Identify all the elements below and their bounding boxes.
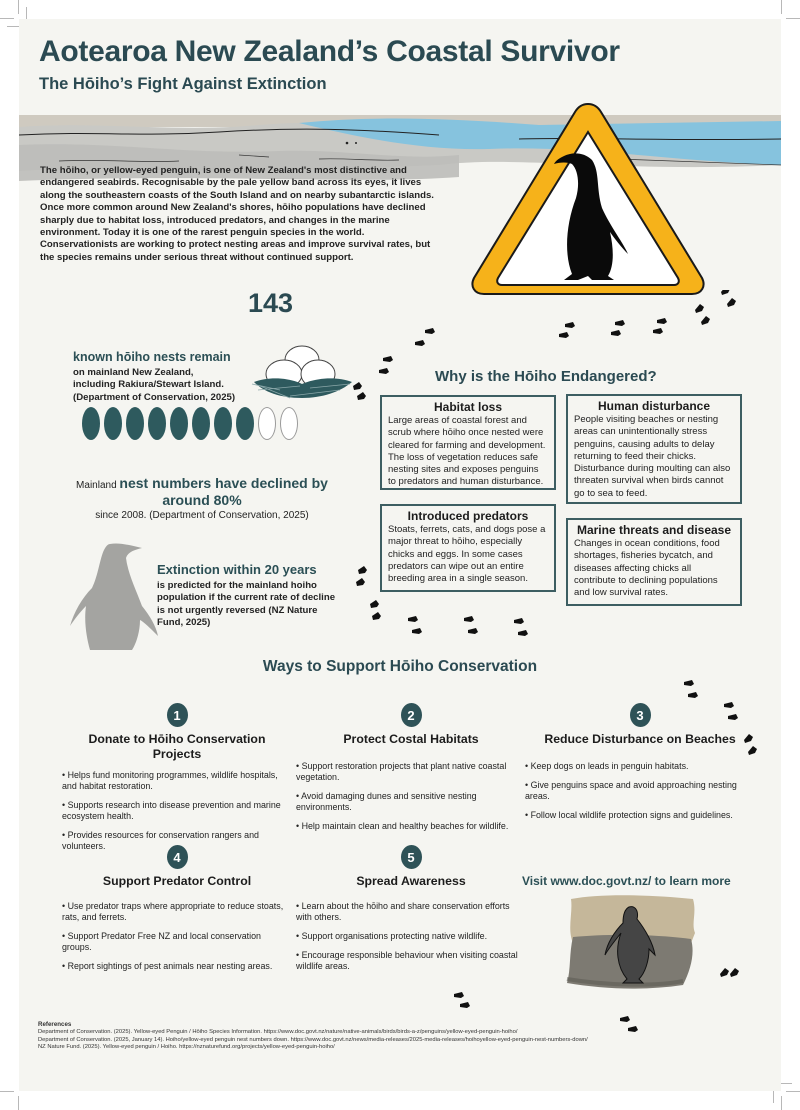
way-title: Support Predator Control	[102, 874, 252, 888]
references-title: References	[38, 1021, 72, 1028]
crop-mark	[18, 1096, 19, 1110]
extinction-body: is predicted for the mainland hoiho population if the current rate of decline is not urgently reversed (NZ Nature Fund, 2025)	[157, 580, 336, 629]
crop-mark	[781, 1096, 782, 1110]
penguin-warning-sign-icon	[468, 98, 708, 298]
way-title: Spread Awareness	[356, 874, 466, 888]
threat-title: Marine threats and disease	[576, 523, 732, 537]
way-title: Donate to Hōiho Conservation Projects	[88, 732, 266, 761]
way-bullet: • Provides resources for conservation rangers and volunteers.	[62, 830, 259, 851]
way-title: Protect Costal Habitats	[343, 732, 479, 746]
egg-icon-filled	[170, 407, 188, 440]
threat-title: Human disturbance	[597, 399, 711, 413]
visit-link[interactable]: Visit www.doc.govt.nz/ to learn more	[522, 874, 731, 888]
threats-title: Why is the Hōiho Endangered?	[435, 368, 657, 385]
threat-card-human-disturbance	[566, 394, 742, 504]
way-item-3	[525, 703, 755, 829]
threat-title: Habitat loss	[433, 400, 502, 414]
threat-body: Large areas of coastal forest and scrub where hōiho once nested were cleared for farming and development. The loss of vegetation reduces safe nesting sites and exposes penguins to predators and human disturbance.	[388, 415, 546, 488]
way-item-5	[296, 845, 526, 980]
way-item-1	[62, 703, 292, 860]
number-badge: 2	[401, 703, 422, 727]
egg-icon-filled	[236, 407, 254, 440]
crop-mark	[773, 1090, 774, 1103]
way-bullet: • Follow local wildlife protection signs and guidelines.	[525, 810, 733, 820]
way-bullet: • Use predator traps where appropriate to reduce stoats, rats, and ferrets.	[62, 901, 284, 922]
nests-body: on mainland New Zealand, including Rakiura/Stewart Island. (Department of Conservation, 2025)	[73, 367, 236, 403]
number-badge: 5	[401, 845, 422, 869]
egg-icon-filled	[148, 407, 166, 440]
references	[38, 1021, 588, 1052]
egg-icon-empty	[258, 407, 276, 440]
decline-stat	[62, 475, 342, 522]
way-bullet: • Supports research into disease prevention and marine ecosystem health.	[62, 800, 281, 821]
way-bullet: • Helps fund monitoring programmes, wildlife hospitals, and habitat restoration.	[62, 770, 278, 791]
egg-nest-icon	[250, 340, 355, 400]
way-bullet: • Encourage responsible behaviour when visiting coastal wildlife areas.	[296, 950, 518, 971]
nests-count: 143	[248, 288, 294, 318]
threat-card-marine-threats	[566, 518, 742, 606]
threat-card-introduced-predators	[380, 504, 556, 592]
extinction-headline: Extinction within 20 years	[157, 562, 317, 577]
way-bullet: • Avoid damaging dunes and sensitive nesting environments.	[296, 791, 477, 812]
egg-decline-chart	[82, 407, 298, 440]
decline-suffix: since 2008. (Department of Conservation, 2025)	[95, 510, 309, 521]
page-title: Aotearoa New Zealand’s Coastal Survivor	[39, 35, 620, 68]
egg-icon-empty	[280, 407, 298, 440]
way-bullet: • Give penguins space and avoid approaching nesting areas.	[525, 780, 737, 801]
way-bullet: • Support restoration projects that plant native coastal vegetation.	[296, 761, 507, 782]
way-bullet: • Report sightings of pest animals near nesting areas.	[62, 961, 273, 971]
crop-mark	[0, 18, 14, 19]
way-title: Reduce Disturbance on Beaches	[544, 732, 736, 746]
way-bullet: • Learn about the hōiho and share conservation efforts with others.	[296, 901, 510, 922]
way-item-4	[62, 845, 292, 980]
egg-icon-filled	[82, 407, 100, 440]
way-bullet: • Keep dogs on leads in penguin habitats.	[525, 761, 689, 771]
crop-mark	[18, 0, 19, 14]
penguin-silhouette-icon	[70, 540, 160, 650]
ways-title: Ways to Support Hōiho Conservation	[262, 658, 538, 675]
crop-mark	[786, 18, 800, 19]
egg-icon-filled	[126, 407, 144, 440]
way-bullet: • Support Predator Free NZ and local conservation groups.	[62, 931, 261, 952]
decline-prefix: Mainland	[76, 480, 117, 491]
reference-item: NZ Nature Fund. (2025). Yellow-eyed penguin / Hoiho. https://nznaturefund.org/projects/yellow-eyed-penguin-hoiho/	[38, 1044, 335, 1051]
number-badge: 1	[167, 703, 188, 727]
way-item-2	[296, 703, 526, 840]
nests-headline: known hōiho nests remain	[73, 350, 231, 364]
intro-paragraph: The hōiho, or yellow-eyed penguin, is one of New Zealand's most distinctive and endangered seabirds. Recognisable by the pale yellow band across its eyes, it lives along the southeastern coasts of the South Island and on nearby subantarctic islands. Once more common around New Zealand's shores, hōiho populations have declined sharply due to habitat loss, introduced predators, and changes in the marine environment. Today it is one of the rarest penguin species in the world. Conservationists are working to protect nesting areas and improve survival rates, but the species remains under serious threat without continued support.	[40, 165, 434, 263]
threat-body: Changes in ocean conditions, food shortages, fisheries bycatch, and diseases affecting chicks all contribute to declining populations and low survival rates.	[574, 538, 720, 599]
threat-body: People visiting beaches or nesting areas can unintentionally stress penguins, causing adults to delay returning to feed their chicks. Disturbance during moulting can also threaten survival when birds cannot go to sea to feed.	[574, 414, 731, 499]
reference-item: Department of Conservation. (2025, January 14). Hoiho/yellow-eyed penguin nest numbers down. https://www.doc.govt.nz/news/media-releases/2025-media-releases/hoihoyellow-eyed-penguin-nest-numbers-down/	[38, 1036, 588, 1043]
page-subtitle: The Hōiho’s Fight Against Extinction	[39, 75, 327, 93]
crop-mark	[786, 1091, 800, 1092]
threat-body: Stoats, ferrets, cats, and dogs pose a major threat to hōiho, especially chicks and eggs. In some cases predators can wipe out an entire breeding area in a single season.	[388, 524, 546, 585]
number-badge: 3	[630, 703, 651, 727]
threat-card-habitat-loss	[380, 395, 556, 490]
way-bullet: • Support organisations protecting native wildlife.	[296, 931, 488, 941]
decline-headline: nest numbers have declined by around 80%	[119, 475, 328, 508]
penguin-on-beach-illustration	[563, 893, 698, 991]
way-bullet: • Help maintain clean and healthy beaches for wildlife.	[296, 821, 509, 831]
crop-mark	[0, 1091, 14, 1092]
crop-mark	[781, 0, 782, 14]
threat-title: Introduced predators	[407, 509, 529, 523]
reference-item: Department of Conservation. (2025). Yellow-eyed Penguin / Hōiho Species Information. https://www.doc.govt.nz/nature/native-animals/birds/birds-a-z/penguins/yellow-eyed-penguin-hoiho/	[38, 1029, 518, 1036]
egg-icon-filled	[192, 407, 210, 440]
egg-icon-filled	[214, 407, 232, 440]
egg-icon-filled	[104, 407, 122, 440]
number-badge: 4	[167, 845, 188, 869]
